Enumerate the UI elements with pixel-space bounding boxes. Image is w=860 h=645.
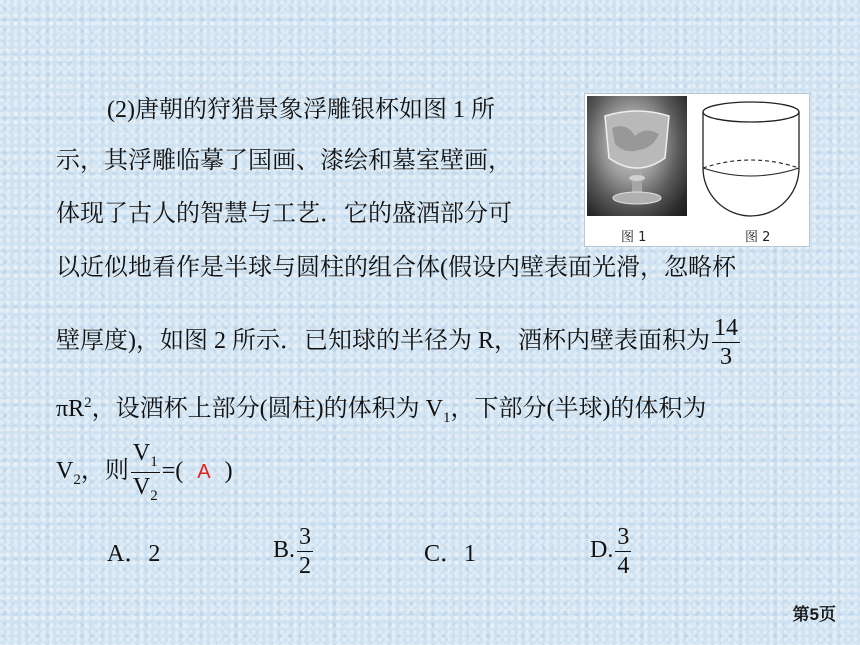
question-line-2: 示，其浮雕临摹了国画、漆绘和墓室壁画， [56, 148, 512, 174]
option-d: D. $\frac{3}{4}$ [590, 523, 630, 579]
line5-text: 壁厚度)，如图 2 所示．已知球的半径为 R，酒杯内壁表面积为 [56, 328, 710, 354]
ratio-denominator: $V_2$ [132, 473, 158, 504]
close-paren: ) [224, 458, 233, 484]
equals-paren: =( [161, 458, 184, 484]
question-line-4: 以近似地看作是半球与圆柱的组合体(假设内壁表面光滑，忽略杯 [56, 255, 736, 281]
line6-end: ，下部分(半球)的体积为 [450, 396, 707, 422]
option-c: C．1 [424, 541, 477, 567]
option-d-fraction: $\frac{3}{4}$ [617, 523, 630, 579]
surface-area-fraction [712, 316, 740, 369]
question-line-6 [56, 388, 706, 433]
pi-r: πR [56, 396, 85, 422]
ratio-fraction [131, 441, 160, 504]
silver-cup-photo [587, 96, 687, 216]
ratio-numerator: $V_1$ [131, 441, 160, 473]
question-line-3: 体现了古人的智慧与工艺．它的盛酒部分可 [56, 201, 512, 227]
then-text: ，则 [80, 458, 129, 484]
fraction-denominator: 3 [720, 343, 732, 370]
page-number: 第5页 [792, 605, 836, 624]
fraction-numerator: 14 [714, 314, 738, 341]
answer-mark: A [197, 461, 211, 483]
r-exponent: 2 [84, 395, 92, 411]
option-b: B. $\frac{3}{2}$ [273, 523, 312, 579]
figure-2-label: 图 2 [745, 230, 771, 245]
figure-panel [584, 93, 810, 247]
question-line-7 [56, 440, 233, 504]
v2-subscript: 2 [73, 471, 81, 488]
line6-mid: ，设酒杯上部分(圆柱)的体积为 V [91, 396, 443, 422]
v2-text: V [56, 458, 74, 484]
option-b-fraction: $\frac{3}{2}$ [299, 523, 312, 579]
cup-illustration [587, 96, 687, 216]
question-line-5 [56, 311, 742, 371]
cylinder-hemisphere-diagram [697, 98, 805, 220]
option-a: A．2 [107, 541, 161, 567]
figure-1-label: 图 1 [621, 230, 647, 245]
question-line-1: (2)唐朝的狩猎景象浮雕银杯如图 1 所 [107, 97, 495, 123]
v1-subscript: 1 [442, 409, 451, 426]
